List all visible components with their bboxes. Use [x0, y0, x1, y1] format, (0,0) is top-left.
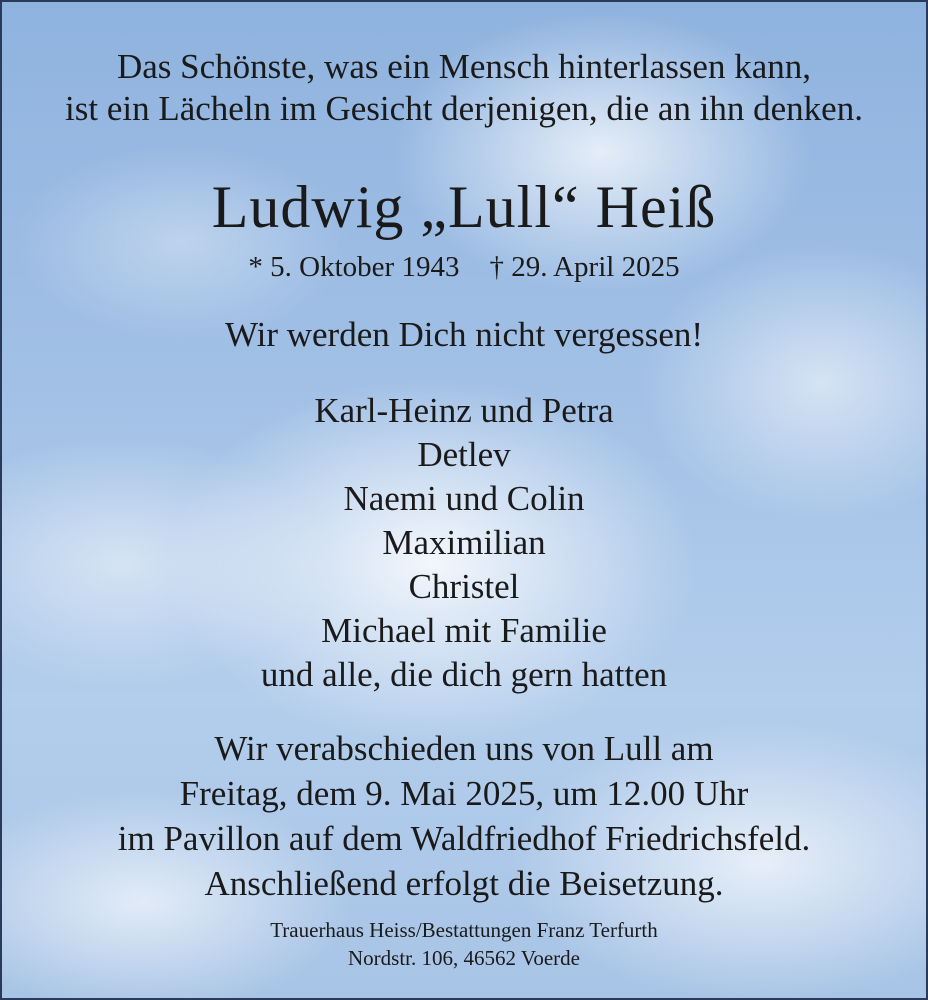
- mourner-name: Karl-Heinz und Petra: [314, 391, 614, 430]
- mourner-name: Christel: [408, 567, 520, 606]
- birth-date: * 5. Oktober 1943: [248, 251, 460, 283]
- farewell-line: Anschließend erfolgt die Beisetzung.: [204, 864, 724, 903]
- undertaker-address: Nordstr. 106, 46562 Voerde: [348, 946, 580, 970]
- mourner-name: Michael mit Familie: [321, 611, 607, 650]
- mourner-name: und alle, die dich gern hatten: [260, 655, 668, 694]
- farewell-line: Wir verabschieden uns von Lull am: [214, 729, 714, 768]
- mourner-name: Naemi und Colin: [343, 479, 585, 518]
- farewell-line: Freitag, dem 9. Mai 2025, um 12.00 Uhr: [179, 774, 749, 813]
- quote-line-1: Das Schönste, was ein Mensch hinterlassen kann,: [116, 47, 812, 86]
- farewell-line: im Pavillon auf dem Waldfriedhof Friedrichsfeld.: [117, 819, 811, 858]
- deceased-name: Ludwig „Lull“ Heiß: [211, 174, 717, 240]
- mourner-name: Detlev: [417, 435, 511, 474]
- undertaker-name: Trauerhaus Heiss/Bestattungen Franz Terfurth: [270, 918, 658, 942]
- death-date: † 29. April 2025: [489, 251, 680, 283]
- quote-line-2: ist ein Lächeln im Gesicht derjenigen, die an ihn denken.: [65, 89, 863, 128]
- mourner-name: Maximilian: [382, 523, 546, 562]
- life-dates: [2, 249, 926, 285]
- motto: Wir werden Dich nicht vergessen!: [224, 315, 704, 354]
